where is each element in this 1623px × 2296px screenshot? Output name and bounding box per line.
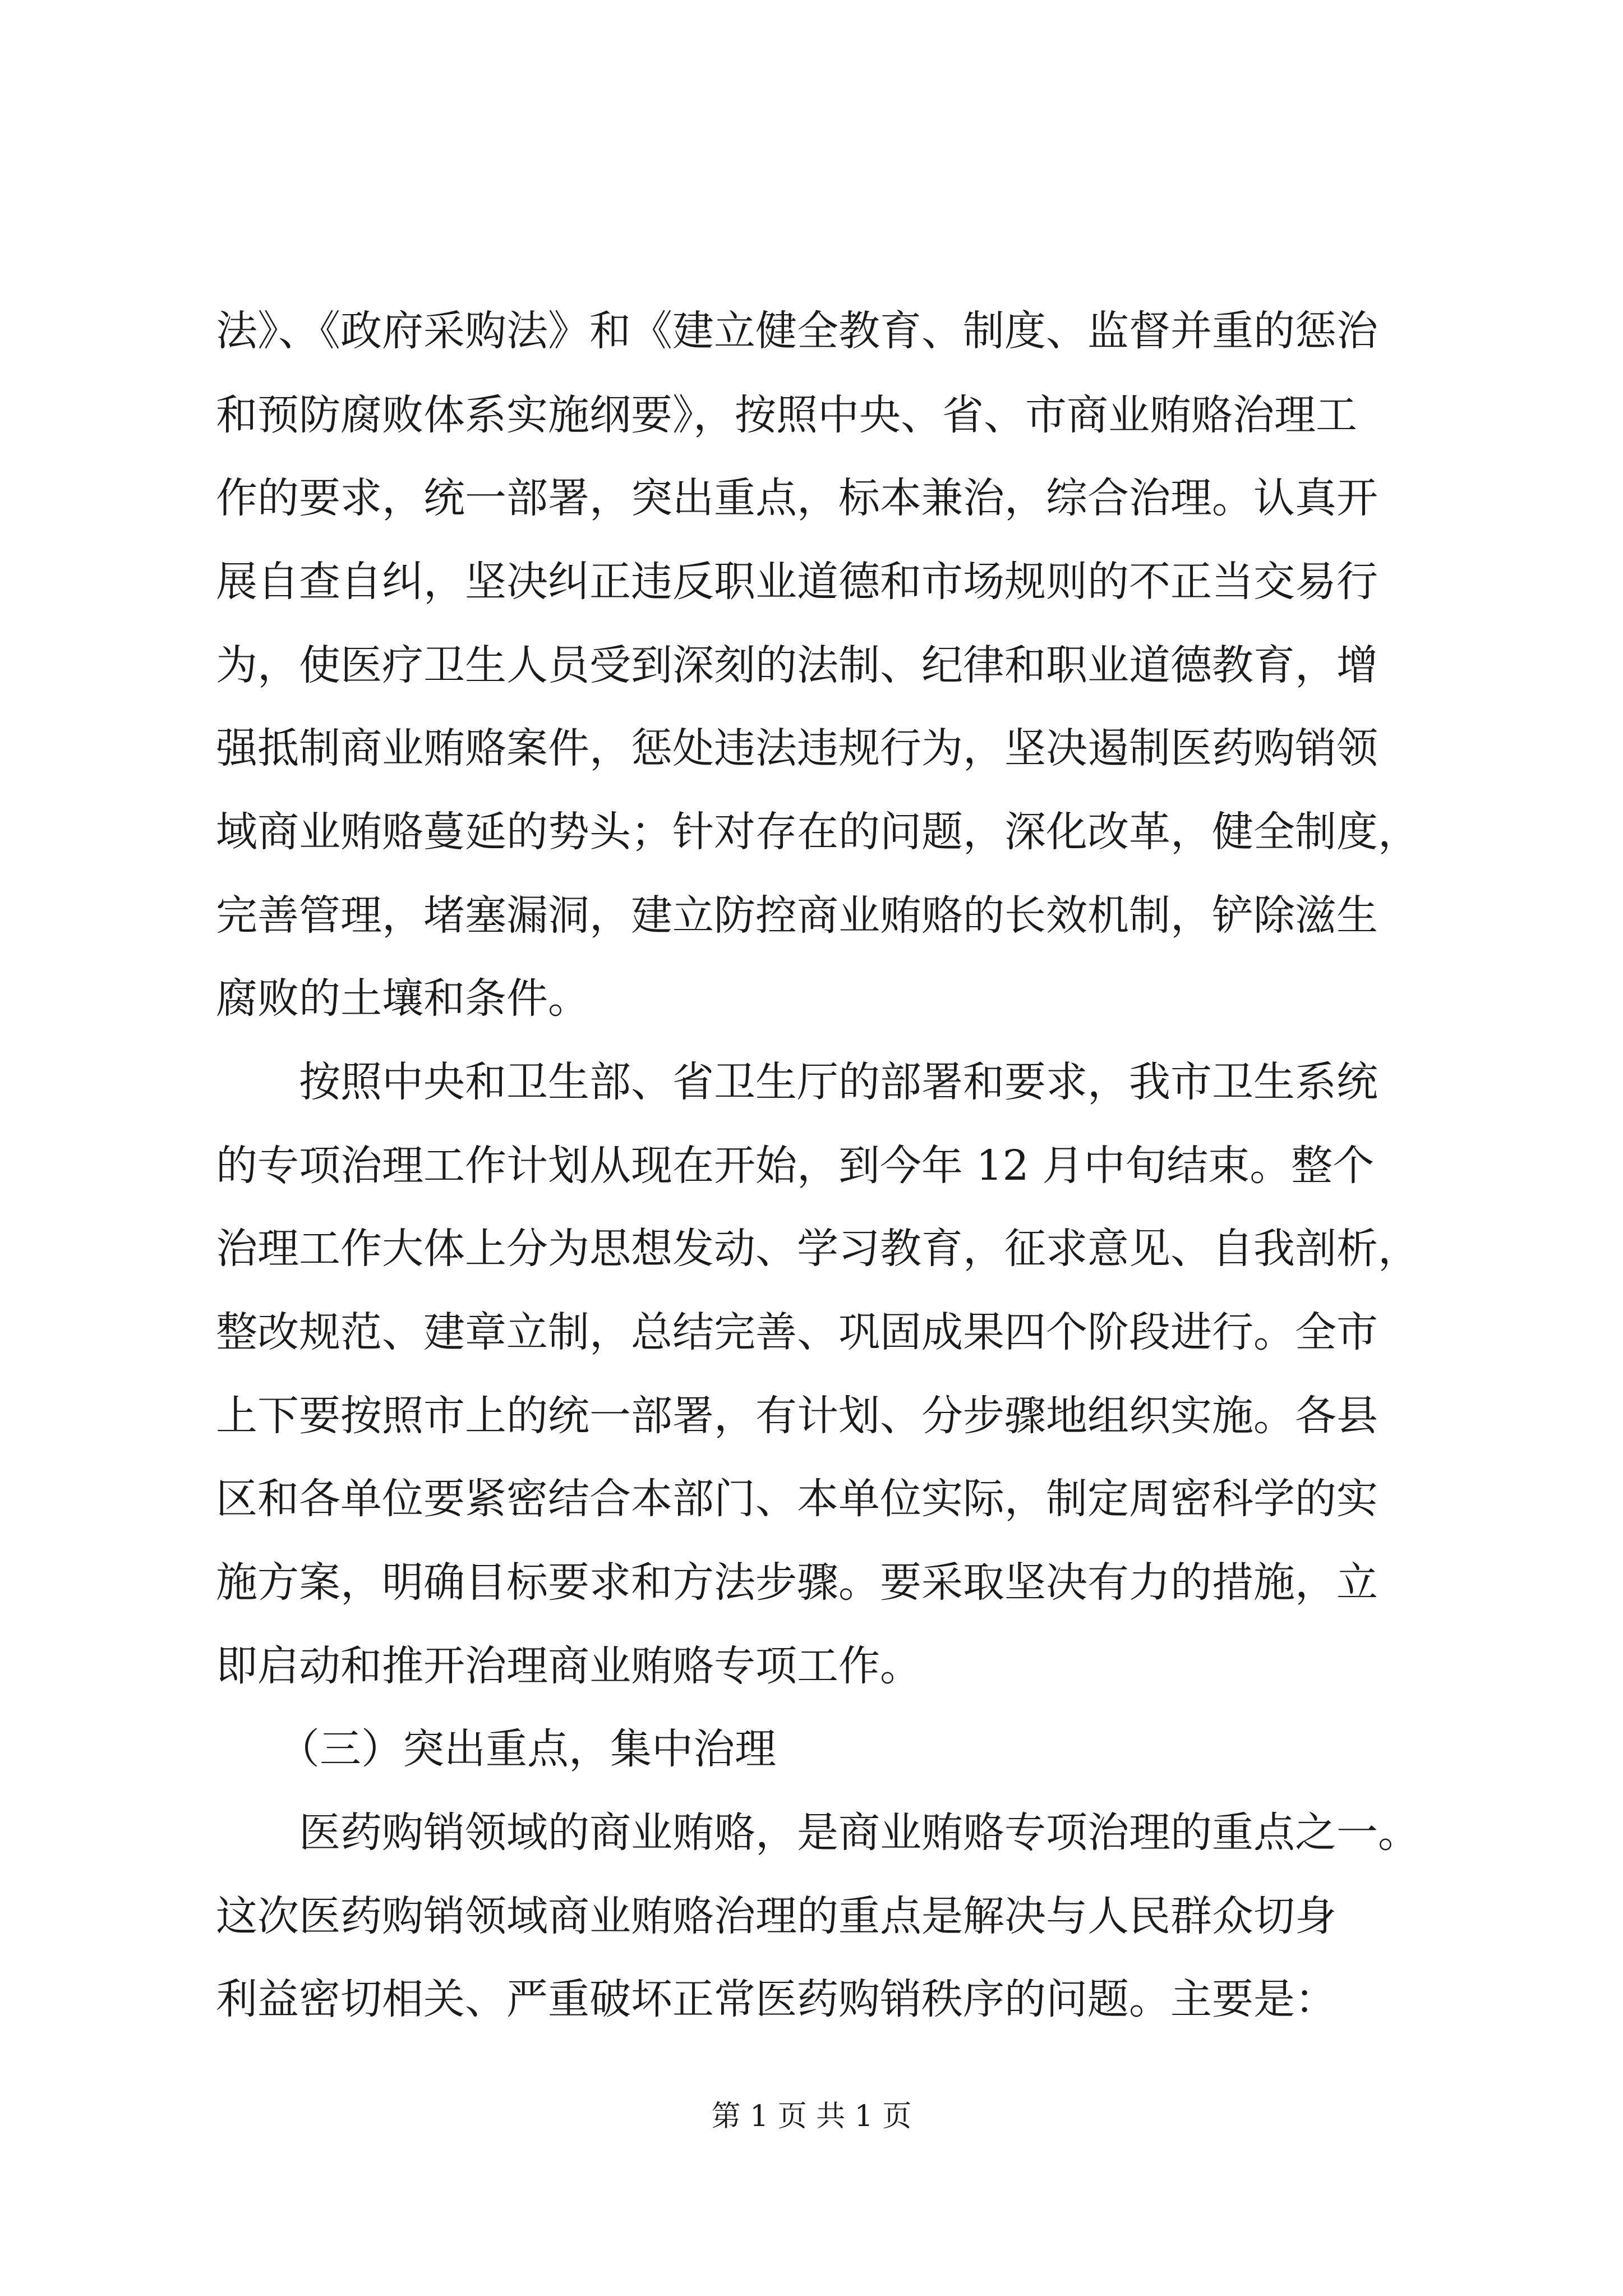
text-line-1: 法》、《政府采购法》和《建立健全教育、制度、监督并重的惩治 — [216, 307, 1378, 355]
text-line-12: 治理工作大体上分为思想发动、学习教育，征求意见、自我剖析， — [216, 1225, 1419, 1273]
text-line-19: 医药购销领域的商业贿赂，是商业贿赂专项治理的重点之一。 — [216, 1809, 1419, 1857]
text-line-4: 展自查自纠，坚决纠正违反职业道德和市场规则的不正当交易行 — [216, 558, 1378, 606]
text-line-7: 域商业贿赂蔓延的势头；针对存在的问题，深化改革，健全制度， — [216, 808, 1419, 856]
text-line-15: 区和各单位要紧密结合本部门、本单位实际，制定周密科学的实 — [216, 1475, 1378, 1523]
text-line-16: 施方案，明确目标要求和方法步骤。要采取坚决有力的措施，立 — [216, 1558, 1378, 1607]
text-line-10: 按照中央和卫生部、省卫生厅的部署和要求，我市卫生系统 — [216, 1058, 1378, 1106]
text-line-8: 完善管理，堵塞漏洞，建立防控商业贿赂的长效机制，铲除滋生 — [216, 891, 1378, 940]
text-line-5: 为，使医疗卫生人员受到深刻的法制、纪律和职业道德教育，增 — [216, 641, 1378, 689]
text-line-21: 利益密切相关、严重破坏正常医药购销秩序的问题。主要是： — [216, 1975, 1336, 2023]
text-line-6: 强抵制商业贿赂案件，惩处违法违规行为，坚决遏制医药购销领 — [216, 724, 1378, 772]
section-heading: （三）突出重点，集中治理 — [216, 1725, 776, 1773]
text-line-3: 作的要求，统一部署，突出重点，标本兼治，综合治理。认真开 — [216, 474, 1378, 522]
text-line-13: 整改规范、建章立制，总结完善、巩固成果四个阶段进行。全市 — [216, 1308, 1378, 1356]
text-line-20: 这次医药购销领域商业贿赂治理的重点是解决与人民群众切身 — [216, 1892, 1336, 1940]
text-line-14: 上下要按照市上的统一部署，有计划、分步骤地组织实施。各县 — [216, 1392, 1378, 1440]
text-line-17: 即启动和推开治理商业贿赂专项工作。 — [216, 1642, 921, 1690]
text-line-2: 和预防腐败体系实施纲要》，按照中央、省、市商业贿赂治理工 — [216, 391, 1357, 439]
text-line-9: 腐败的土壤和条件。 — [216, 974, 589, 1023]
text-line-11: 的专项治理工作计划从现在开始，到今年 12 月中旬结束。整个 — [216, 1142, 1375, 1190]
page-footer: 第 1 页 共 1 页 — [711, 2100, 912, 2133]
